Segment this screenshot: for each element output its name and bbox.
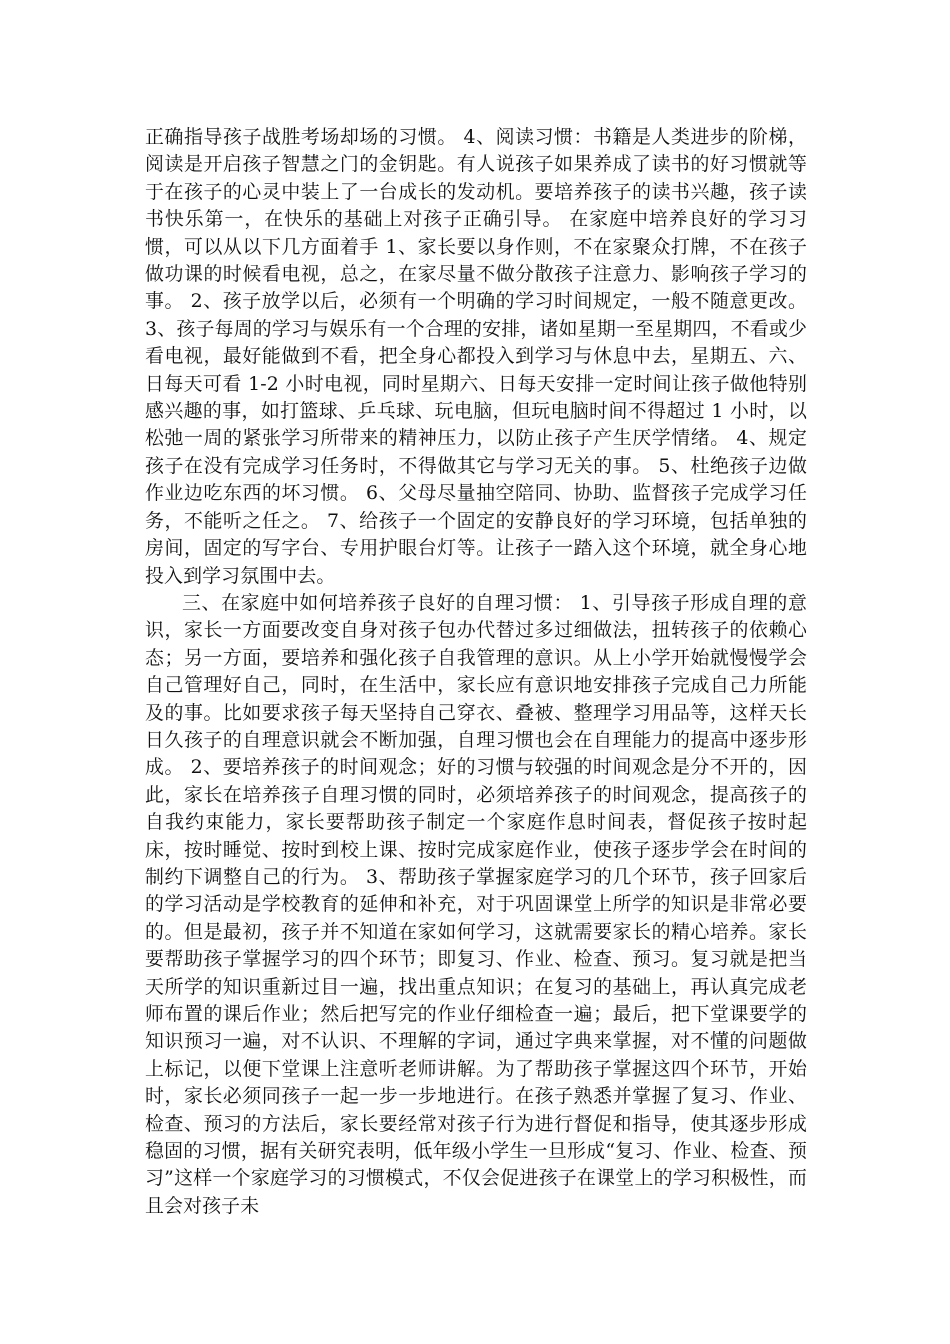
document-body <box>145 124 807 1220</box>
paragraph-self-care-habits: 三、在家庭中如何培养孩子良好的自理习惯： 1、引导孩子形成自理的意识，家长一方面要改变自身对孩子包办代替过多过细做法，扭转孩子的依赖心态；另一方面，要培养和强化孩子自我管理的意识。从上小学开始就慢慢学会自己管理好自己，同时，在生活中，家长应有意识地安排孩子完成自己力所能及的事。比如要求孩子每天坚持自己穿衣、叠被、整理学习用品等，这样天长日久孩子的自理意识就会不断加强，自理习惯也会在自理能力的提高中逐步形成。 2、要培养孩子的时间观念；好的习惯与较强的时间观念是分不开的，因此，家长在培养孩子自理习惯的同时，必须培养孩子的时间观念，提高孩子的自我约束能力，家长要帮助孩子制定一个家庭作息时间表，督促孩子按时起床，按时睡觉、按时到校上课、按时完成家庭作业，使孩子逐步学会在时间的制约下调整自己的行为。 3、帮助孩子掌握家庭学习的几个环节，孩子回家后的学习活动是学校教育的延伸和补充，对于巩固课堂上所学的知识是非常必要的。但是最初，孩子并不知道在家如何学习，这就需要家长的精心培养。家长要帮助孩子掌握学习的四个环节；即复习、作业、检查、预习。复习就是把当天所学的知识重新过目一遍，找出重点知识；在复习的基础上，再认真完成老师布置的课后作业；然后把写完的作业仔细检查一遍；最后，把下堂课要学的知识预习一遍，对不认识、不理解的字词，通过字典来掌握，对不懂的问题做上标记，以便下堂课上注意听老师讲解。为了帮助孩子掌握这四个环节，开始时，家长必须同孩子一起一步一步地进行。在孩子熟悉并掌握了复习、作业、检查、预习的方法后，家长要经常对孩子行为进行督促和指导，使其逐步形成稳固的习惯，据有关研究表明，低年级小学生一旦形成“复习、作业、检查、预习”这样一个家庭学习的习惯模式，不仅会促进孩子在课堂上的学习积极性，而且会对孩子未 <box>145 591 807 1217</box>
paragraph-study-habits: 正确指导孩子战胜考场却场的习惯。 4、阅读习惯：书籍是人类进步的阶梯，阅读是开启孩子智慧之门的金钥匙。有人说孩子如果养成了读书的好习惯就等于在孩子的心灵中装上了一台成长的发动机。要培养孩子的读书兴趣，孩子读书快乐第一，在快乐的基础上对孩子正确引导。 在家庭中培养良好的学习习惯，可以从以下几方面着手 1、家长要以身作则，不在家聚众打牌，不在孩子做功课的时候看电视，总之，在家尽量不做分散孩子注意力、影响孩子学习的事。 2、孩子放学以后，必须有一个明确的学习时间规定，一般不随意更改。 3、孩子每周的学习与娱乐有一个合理的安排，诸如星期一至星期四，不看或少看电视，最好能做到不看，把全身心都投入到学习与休息中去，星期五、六、日每天可看 1-2 小时电视，同时星期六、日每天安排一定时间让孩子做他特别感兴趣的事，如打篮球、乒乓球、玩电脑，但玩电脑时间不得超过 1 小时，以松弛一周的紧张学习所带来的精神压力，以防止孩子产生厌学情绪。 4、规定孩子在没有完成学习任务时，不得做其它与学习无关的事。 5、杜绝孩子边做作业边吃东西的坏习惯。 6、父母尽量抽空陪同、协助、监督孩子完成学习任务，不能听之任之。 7、给孩子一个固定的安静良好的学习环境，包括单独的房间，固定的写字台、专用护眼台灯等。让孩子一踏入这个环境，就全身心地投入到学习氛围中去。 <box>145 126 807 587</box>
